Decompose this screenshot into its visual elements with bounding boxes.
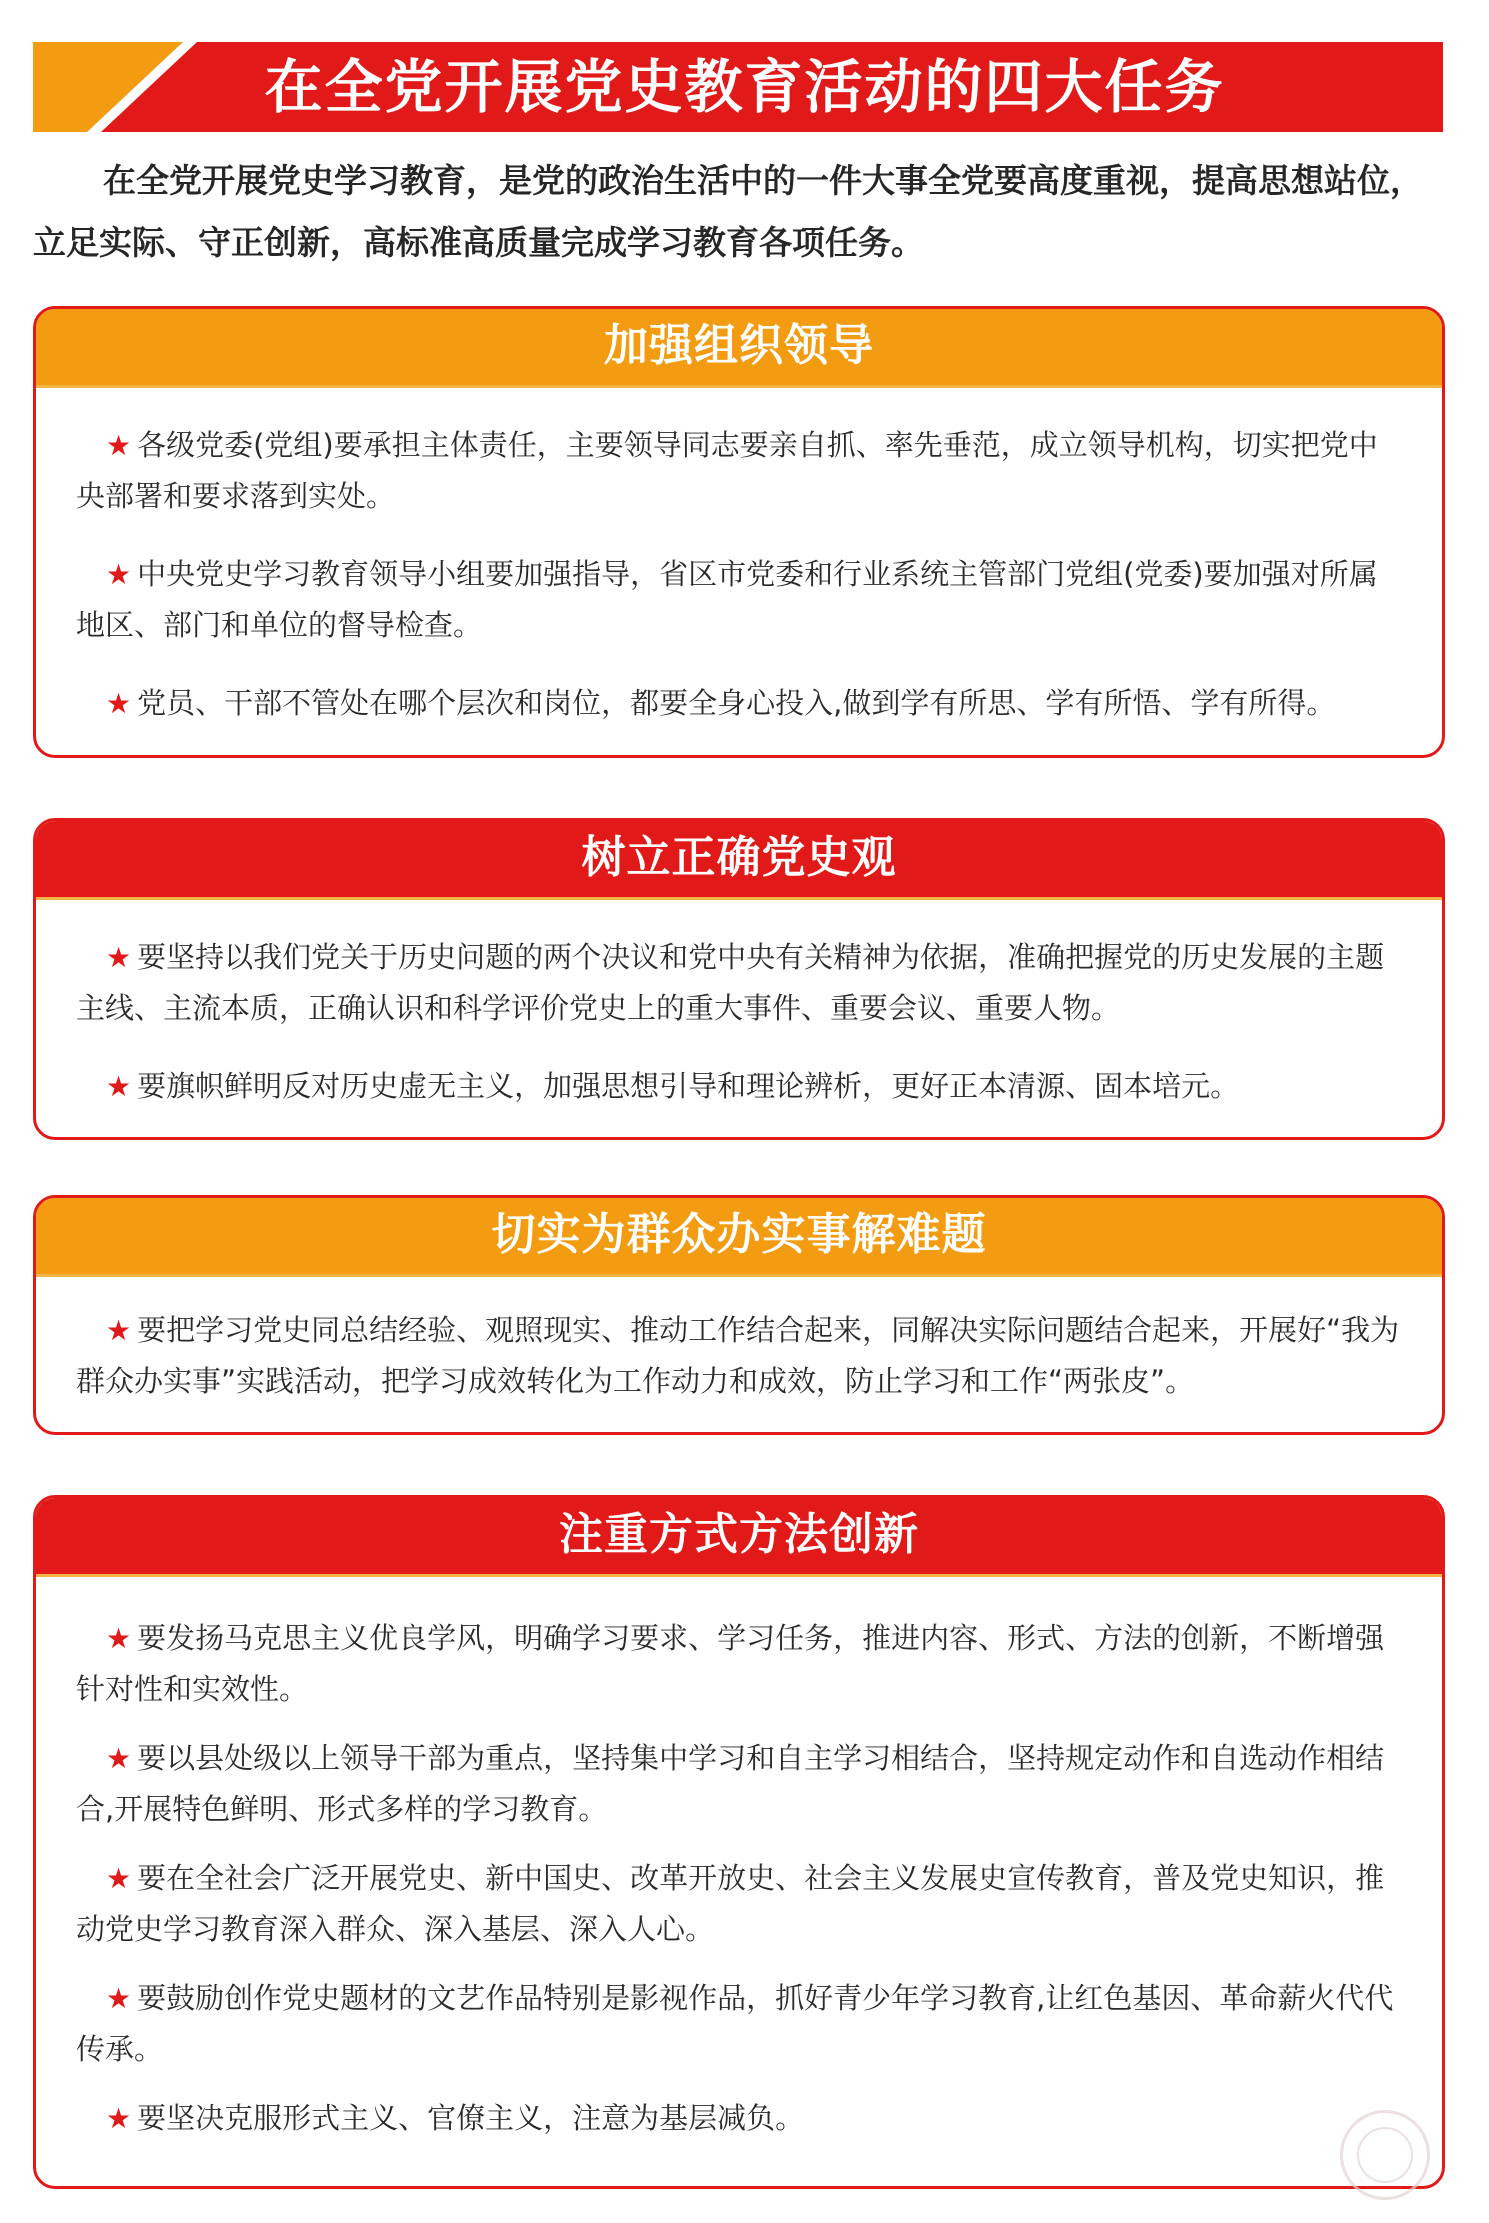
star-icon: ★ — [106, 1982, 132, 2015]
section-title: 加强组织领导 — [36, 309, 1442, 385]
star-icon: ★ — [106, 941, 132, 974]
list-item-text: 中央党史学习教育领导小组要加强指导，省区市党委和行业系统主管部门党组(党委)要加强对所属地区、部门和单位的督导检查。 — [76, 557, 1378, 642]
list-item — [76, 2093, 1402, 2144]
list-item — [76, 549, 1402, 651]
list-item-text: 要旗帜鲜明反对历史虚无主义，加强思想引导和理论辨析，更好正本清源、固本培元。 — [137, 1069, 1240, 1103]
list-item — [76, 932, 1402, 1034]
list-item-text: 要鼓励创作党史题材的文艺作品特别是影视作品，抓好青少年学习教育,让红色基因、革命薪火代代传承。 — [76, 1981, 1394, 2066]
section-title: 切实为群众办实事解难题 — [36, 1198, 1442, 1274]
section-title: 树立正确党史观 — [36, 821, 1442, 897]
section-party-history-view — [33, 818, 1445, 1140]
seal-inner-ring — [1357, 2127, 1413, 2183]
list-item-text: 要以县处级以上领导干部为重点，坚持集中学习和自主学习相结合，坚持规定动作和自选动作相结合,开展特色鲜明、形式多样的学习教育。 — [76, 1741, 1385, 1826]
list-item — [76, 420, 1402, 522]
list-item-text: 要坚持以我们党关于历史问题的两个决议和党中央有关精神为依据，准确把握党的历史发展的主题主线、主流本质，正确认识和科学评价党史上的重大事件、重要会议、重要人物。 — [76, 940, 1385, 1025]
list-item-text: 党员、干部不管处在哪个层次和岗位，都要全身心投入,做到学有所思、学有所悟、学有所得。 — [137, 686, 1336, 720]
intro-paragraph: 在全党开展党史学习教育，是党的政治生活中的一件大事全党要高度重视，提高思想站位，立足实际、守正创新，高标准高质量完成学习教育各项任务。 — [33, 161, 1423, 262]
section-title: 注重方式方法创新 — [36, 1498, 1442, 1574]
star-icon: ★ — [106, 1622, 132, 1655]
list-item — [76, 1853, 1402, 1955]
star-icon: ★ — [106, 1070, 132, 1103]
star-icon: ★ — [106, 687, 132, 720]
list-item — [76, 1973, 1402, 2075]
star-icon: ★ — [106, 1742, 132, 1775]
star-icon: ★ — [106, 1314, 132, 1347]
section-method-innovation — [33, 1495, 1445, 2189]
page-title: 在全党开展党史教育活动的四大任务 — [264, 53, 1225, 121]
star-icon: ★ — [106, 2102, 132, 2135]
star-icon: ★ — [106, 558, 132, 591]
list-item-text: 要在全社会广泛开展党史、新中国史、改革开放史、社会主义发展史宣传教育，普及党史知识，推动党史学习教育深入群众、深入基层、深入人心。 — [76, 1861, 1385, 1946]
list-item — [76, 1613, 1402, 1715]
star-icon: ★ — [106, 429, 132, 462]
list-item-text: 要坚决克服形式主义、官僚主义，注意为基层减负。 — [137, 2101, 805, 2135]
list-item — [76, 1733, 1402, 1835]
star-icon: ★ — [106, 1862, 132, 1895]
section-serve-the-masses — [33, 1195, 1445, 1435]
list-item-text: 要发扬马克思主义优良学风，明确学习要求、学习任务，推进内容、形式、方法的创新，不断增强针对性和实效性。 — [76, 1621, 1385, 1706]
list-item — [76, 1061, 1402, 1112]
list-item-text: 各级党委(党组)要承担主体责任，主要领导同志要亲自抓、率先垂范，成立领导机构，切实把党中央部署和要求落到实处。 — [76, 428, 1378, 513]
seal-watermark — [1340, 2110, 1430, 2200]
list-item — [76, 1305, 1402, 1407]
section-organization-leadership — [33, 306, 1445, 758]
list-item — [76, 678, 1402, 729]
list-item-text: 要把学习党史同总结经验、观照现实、推动工作结合起来，同解决实际问题结合起来，开展好“我为群众办实事”实践活动，把学习成效转化为工作动力和成效，防止学习和工作“两张皮”。 — [76, 1313, 1400, 1398]
